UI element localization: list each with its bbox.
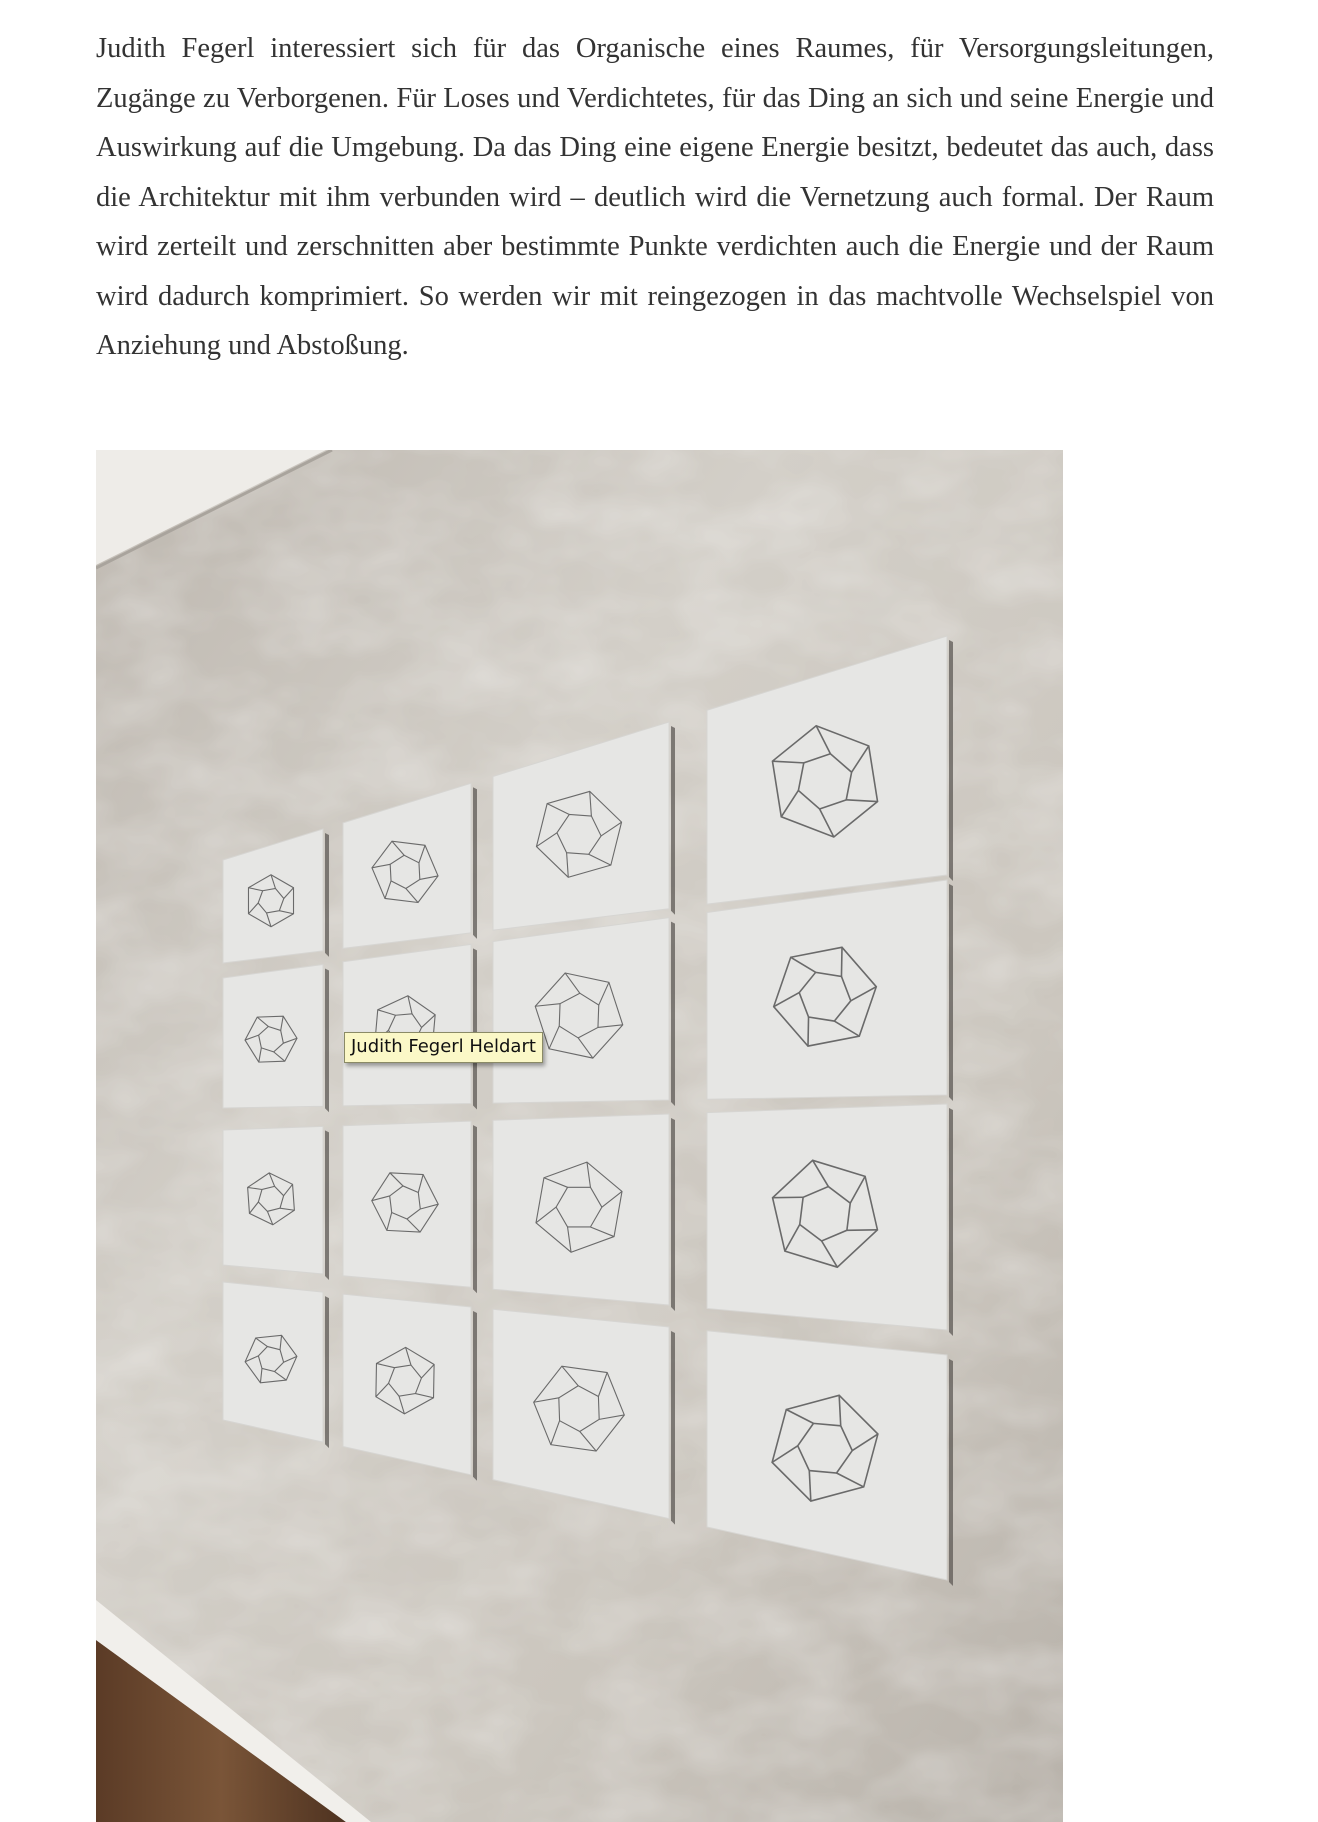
drawing-panel-shadow [671,922,675,1106]
image-tooltip: Judith Fegerl Heldart [344,1032,543,1063]
drawing-panel-shadow [671,1331,675,1525]
drawing-panel-shadow [473,787,477,939]
drawing-panel-shadow [671,1118,675,1311]
drawing-panel-shadow [949,1108,953,1336]
drawing-panel-shadow [473,948,477,1109]
drawing-panel-shadow [325,833,329,957]
drawing-panel-shadow [325,1296,329,1448]
drawing-panel-shadow [325,1130,329,1280]
drawing-panel-shadow [473,1311,477,1481]
drawing-panel [223,1126,323,1274]
drawing-panel [343,1121,471,1287]
drawing-panel [223,1282,323,1442]
exhibition-photo-image [96,450,1063,1822]
drawing-panel-shadow [949,884,953,1101]
drawing-panel [707,1104,947,1330]
drawing-panel-shadow [325,968,329,1112]
article [96,24,1214,371]
drawing-panel [493,1114,669,1305]
drawing-panel [343,944,471,1105]
exhibition-photo[interactable] [96,450,1063,1822]
drawing-panel-shadow [949,640,953,881]
drawing-panel [343,1294,471,1475]
drawing-panel [707,880,947,1099]
drawing-panel-shadow [949,1359,953,1586]
drawing-panel-shadow [671,726,675,915]
drawing-panel-shadow [473,1125,477,1293]
drawing-panel [493,918,669,1104]
drawing-panel [223,964,323,1108]
intro-paragraph: Judith Fegerl interessiert sich für das Organische eines Raumes, für Versorgungsleitungen, Zugänge zu Verborgenen. Für Loses und Verdichtetes, für das Ding an sich und seine Energie und Auswirkung auf die Umgebung. Da das Ding eine eigene Energie besitzt, bedeutet das auch, dass die Architektur mit ihm verbunden wird – deutlich wird die Vernetzung auch formal. Der Raum wird zerteilt und zerschnitten aber bestimmte Punkte verdichten auch die Energie und der Raum wird dadurch komprimiert. So werden wir mit reingezogen in das machtvolle Wechselspiel von Anziehung und Abstoßung. [96,33,1214,361]
